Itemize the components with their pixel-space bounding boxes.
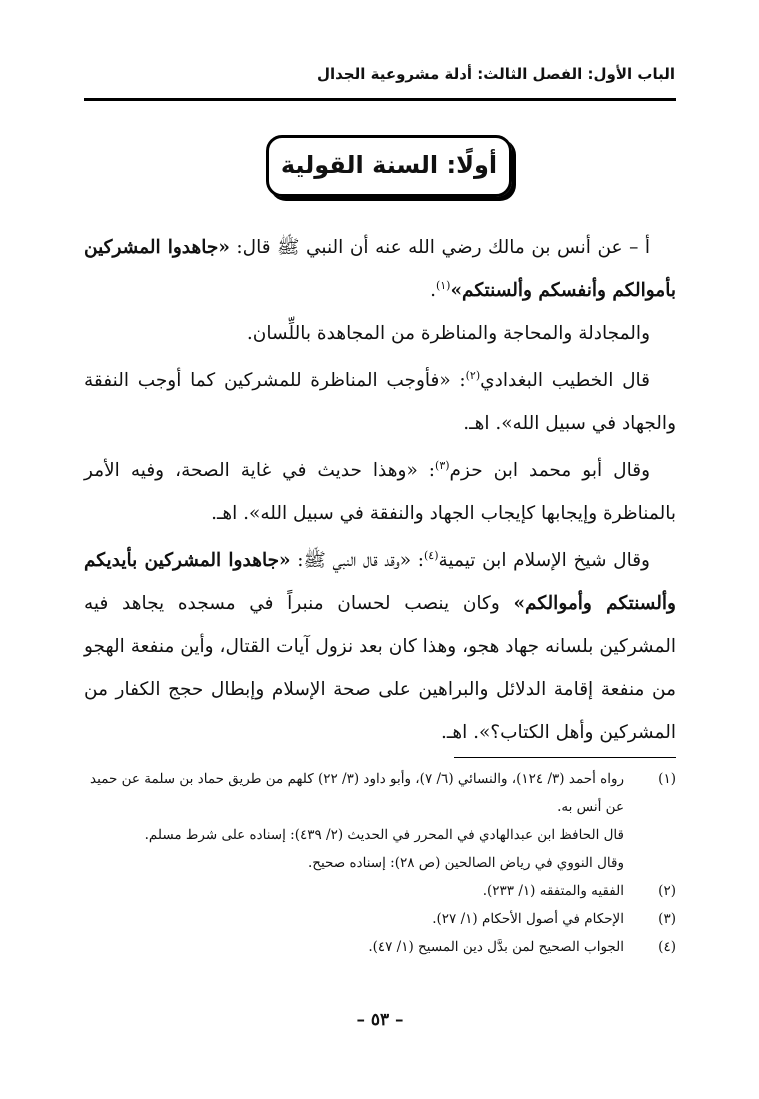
header-rule <box>84 98 676 101</box>
footnote-ref[interactable]: (٢) <box>465 368 481 382</box>
hadith-quote: «جاهدوا المشركين بأموالكم وأنفسكم وألسنتكم» <box>84 237 676 301</box>
paragraph-ibn-taymiyya <box>84 539 676 754</box>
footnote-text: رواه أحمد (٣/ ١٢٤)، والنسائي (٦/ ٧)، وأبو داود (٣/ ٢٢) كلهم من طريق حماد بن سلمة عن حميد عن أنس به. <box>90 771 624 815</box>
paragraph-text: وقال شيخ الإسلام ابن تيمية <box>438 550 650 571</box>
paragraph-text: وكان ينصب لحسان منبراً في مسجده يجاهد فيه المشركين بلسانه جهاد هجو، وهذا كان بعد نزول آيات القتال، وأين منفعة الهجو من منفعة إقامة الدلائل والبراهين على صحة الإسلام وإبطال حجج الكفار من المشركين وأهل الكتاب؟». اهـ. <box>84 593 676 743</box>
footnote-1-continuation: وقال النووي في رياض الصالحين (ص ٢٨): إسناده صحيح. <box>307 855 624 871</box>
footnote-ref[interactable]: (١) <box>435 278 451 292</box>
footnote-1 <box>84 765 676 821</box>
main-text <box>84 226 676 754</box>
paragraph-text: وقال أبو محمد ابن حزم <box>449 460 650 481</box>
footnote-4 <box>84 933 676 961</box>
running-header: الباب الأول: الفصل الثالث: أدلة مشروعية الجدال <box>316 65 675 83</box>
paragraph-text: : «وهذا حديث في غاية الصحة، وفيه الأمر بالمناظرة وإيجابها كإيجاب الجهاد والنفقة في سبيل الله». اهـ. <box>84 460 676 524</box>
paragraph-hadith <box>84 226 676 312</box>
footnotes <box>84 765 676 961</box>
footnote-text: الإحكام في أصول الأحكام (١/ ٢٧). <box>432 911 624 927</box>
footnote-ref[interactable]: (٤) <box>423 548 439 562</box>
paragraph-text: : «وقد قال النبي ﷺ: <box>290 550 424 571</box>
paragraph-text: . <box>430 280 436 301</box>
footnote-3 <box>84 905 676 933</box>
footnote-number: (٣) <box>658 911 676 927</box>
footnote-1-continuation: قال الحافظ ابن عبدالهادي في المحرر في الحديث (٢/ ٤٣٩): إسناده على شرط مسلم. <box>144 827 624 843</box>
footnote-number: (٢) <box>658 883 676 899</box>
footnote-text: الفقيه والمتفقه (١/ ٢٣٣). <box>482 883 624 899</box>
page-number: – ٥٣ – <box>356 1010 404 1030</box>
footnote-rule <box>454 757 676 758</box>
paragraph-text: قال الخطيب البغدادي <box>480 370 650 391</box>
footnote-text: الجواب الصحيح لمن بدَّل دين المسيح (١/ ٤٧). <box>368 939 624 955</box>
footnote-number: (٤) <box>658 939 676 955</box>
paragraph-disputation: والمجادلة والمحاجة والمناظرة من المجاهدة باللِّسان. <box>246 323 650 344</box>
footnote-ref[interactable]: (٣) <box>435 458 450 472</box>
hadith-quote: «جاهدوا المشركين بأيديكم وألسنتكم وأموالكم» <box>84 550 676 614</box>
paragraph-text: : «فأوجب المناظرة للمشركين كما أوجب النفقة والجهاد في سبيل الله». اهـ. <box>84 370 676 434</box>
paragraph-baghdadi <box>84 359 676 445</box>
paragraph-ibn-hazm <box>84 449 676 535</box>
paragraph-text: أ – عن أنس بن مالك رضي الله عنه أن النبي ﷺ قال: <box>229 237 650 258</box>
footnote-2 <box>84 877 676 905</box>
footnote-number: (١) <box>658 771 676 787</box>
section-title: أولًا: السنة القولية <box>280 151 498 179</box>
